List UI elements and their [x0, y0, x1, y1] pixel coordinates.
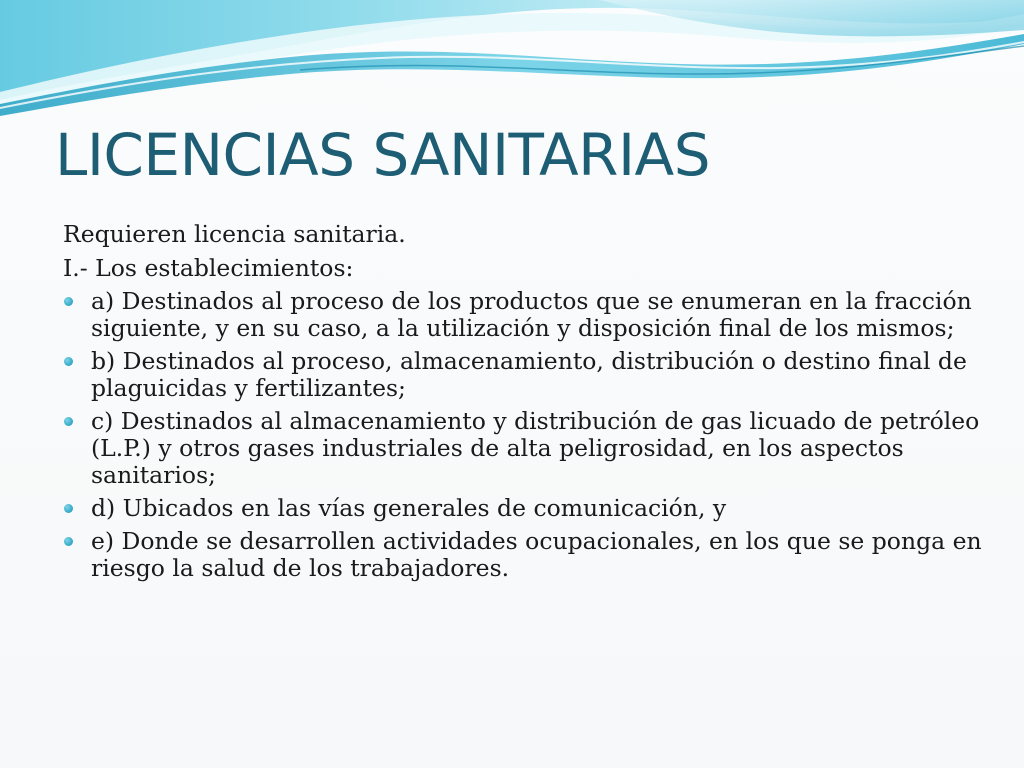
bullet-text: d) Ubicados en las vías generales de comunicación, y [91, 494, 727, 522]
bullet-item-a [63, 288, 993, 342]
bullet-dot-icon [64, 504, 73, 513]
slide-title: LICENCIAS SANITARIAS [55, 121, 711, 189]
bullet-item-b [63, 348, 993, 402]
bullet-dot-icon [64, 357, 73, 366]
bullet-dot-icon [64, 417, 73, 426]
bullet-text: c) Destinados al almacenamiento y distribución de gas licuado de petróleo (L.P.) y otros gases industriales de alta peligrosidad, en los aspectos sanitarios; [91, 407, 980, 489]
bullet-item-d [63, 495, 993, 522]
bullet-item-c [63, 408, 993, 489]
intro-line: I.- Los establecimientos: [63, 254, 354, 282]
bullet-dot-icon [64, 297, 73, 306]
wave-decoration-icon [0, 0, 1024, 120]
bullet-text: e) Donde se desarrollen actividades ocupacionales, en los que se ponga en riesgo la salud de los trabajadores. [91, 527, 982, 582]
bullet-item-e [63, 528, 993, 582]
bullet-text: b) Destinados al proceso, almacenamiento, distribución o destino final de plaguicidas y fertilizantes; [91, 347, 967, 402]
intro-line: Requieren licencia sanitaria. [63, 220, 406, 248]
bullet-text: a) Destinados al proceso de los productos que se enumeran en la fracción siguiente, y en su caso, a la utilización y disposición final de los mismos; [91, 287, 972, 342]
bullet-dot-icon [64, 537, 73, 546]
bullet-list [63, 288, 993, 582]
slide-body [63, 220, 993, 588]
